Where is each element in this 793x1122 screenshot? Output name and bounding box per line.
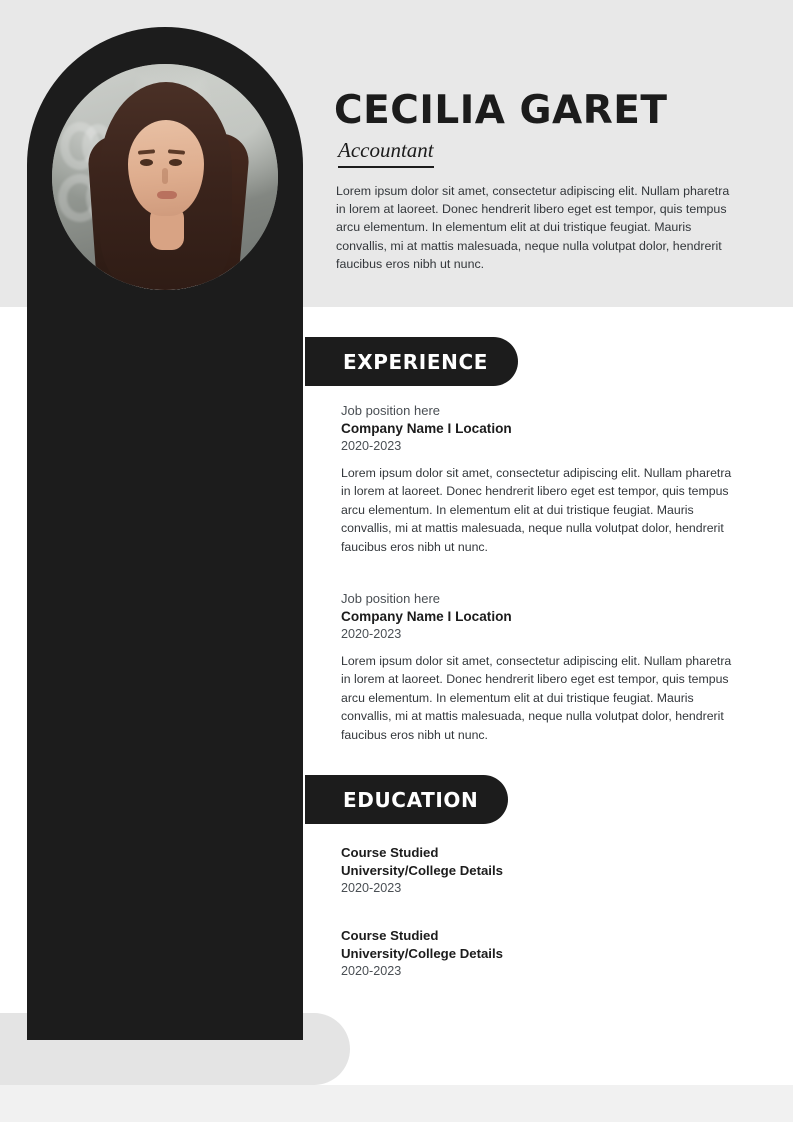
experience-position: Job position here [341, 591, 441, 606]
education-course: Course Studied [341, 928, 439, 943]
education-institution: University/College Details [341, 863, 503, 878]
job-role-subtitle: Accountant [338, 138, 434, 168]
section-header-education [305, 775, 508, 824]
education-years: 2020-2023 [341, 964, 402, 978]
education-institution: University/College Details [341, 946, 503, 961]
avatar [52, 64, 278, 290]
experience-company: Company Name I Location [341, 421, 512, 436]
education-entry [341, 845, 733, 895]
education-course: Course Studied [341, 845, 439, 860]
profile-summary: Lorem ipsum dolor sit amet, consectetur adipiscing elit. Nullam pharetra in lorem at laoreet. Donec hendrerit libero eget est tempor, quis tempus arcu elementum. In elementum elit at dui tristique feugiat. Mauris convallis, mi at mattis malesuada, neque nulla volutpat dolor, hendrerit faucibus eros nibh ut nunc. [336, 184, 730, 271]
experience-company: Company Name I Location [341, 609, 512, 624]
education-years: 2020-2023 [341, 881, 402, 895]
section-header-experience [305, 337, 518, 386]
education-entry [341, 928, 733, 978]
portrait-nose [162, 168, 168, 184]
experience-position: Job position here [341, 403, 441, 418]
portrait-eye-left [140, 159, 153, 166]
page-title: CECILIA GARET [334, 88, 668, 133]
experience-description: Lorem ipsum dolor sit amet, consectetur adipiscing elit. Nullam pharetra in lorem at laoreet. Donec hendrerit libero eget est tempor, quis tempus arcu elementum. In elementum elit at dui tristique feugiat. Mauris convallis, mi at mattis malesuada, neque nulla volutpat dolor, hendrerit faucibus eros nibh ut nunc. [341, 654, 732, 742]
footer-background-band [0, 1085, 793, 1122]
portrait-photo [52, 64, 278, 290]
section-header-education-label: EDUCATION [343, 787, 479, 812]
experience-entry [341, 591, 733, 744]
experience-description: Lorem ipsum dolor sit amet, consectetur adipiscing elit. Nullam pharetra in lorem at laoreet. Donec hendrerit libero eget est tempor, quis tempus arcu elementum. In elementum elit at dui tristique feugiat. Mauris convallis, mi at mattis malesuada, neque nulla volutpat dolor, hendrerit faucibus eros nibh ut nunc. [341, 466, 732, 554]
experience-years: 2020-2023 [341, 439, 402, 453]
portrait-lips [157, 191, 177, 199]
portrait-eye-right [169, 159, 182, 166]
experience-years: 2020-2023 [341, 627, 402, 641]
experience-entry [341, 403, 733, 556]
section-header-experience-label: EXPERIENCE [343, 349, 488, 374]
